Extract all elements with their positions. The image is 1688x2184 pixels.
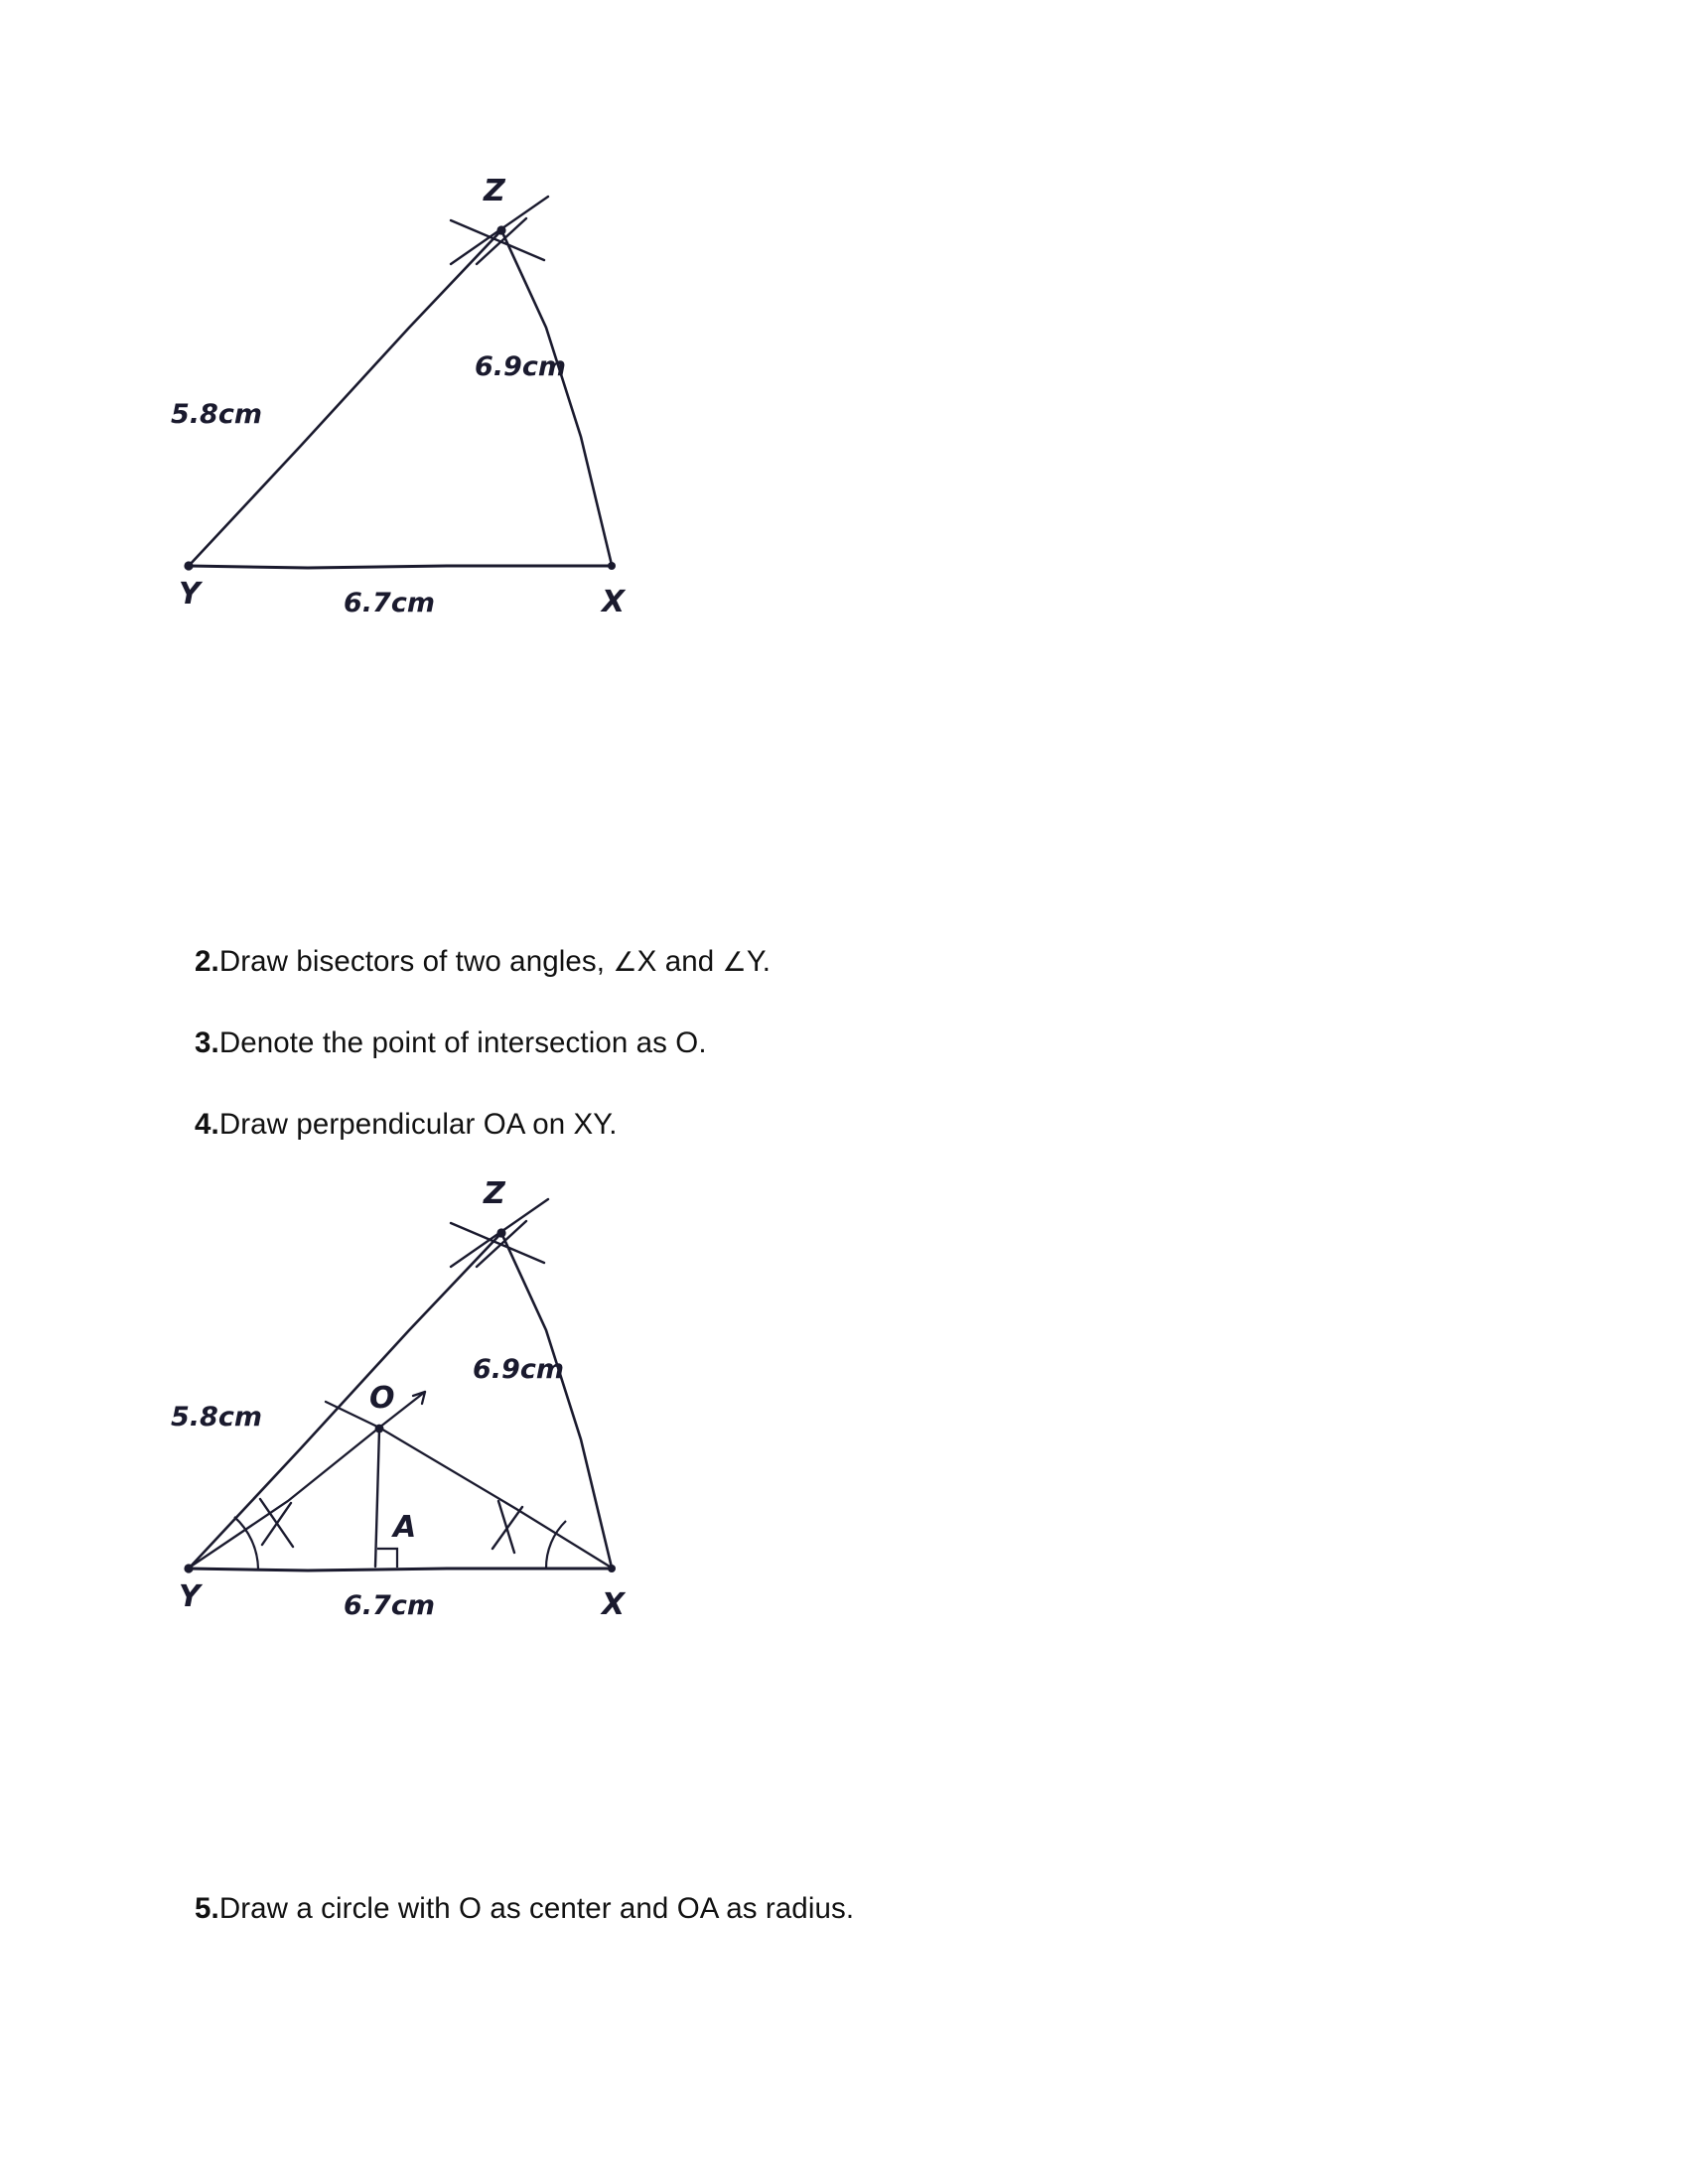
vertex-label-Y: Y xyxy=(179,1579,201,1614)
side-YZ-line xyxy=(189,230,501,566)
side-ZX-line xyxy=(501,1233,612,1568)
instruction-step-2 xyxy=(195,944,771,981)
right-angle-mark-at-A xyxy=(377,1549,397,1568)
vertex-label-Z: Z xyxy=(484,1176,505,1211)
bisector-construction-crosses xyxy=(260,1499,522,1553)
angle-symbol-x-icon: ∠ xyxy=(613,947,637,978)
measure-label-YX: 6.7cm xyxy=(344,1590,435,1621)
vertex-dot-Y xyxy=(184,561,193,570)
vertex-dot-X xyxy=(608,1565,616,1572)
vertex-label-Z: Z xyxy=(484,174,505,208)
instruction-step-5-text: Draw a circle with O as center and OA as radius. xyxy=(218,1892,855,1925)
instruction-step-5-number: 5. xyxy=(195,1892,219,1925)
arc-cross-on-bisector-X-b xyxy=(492,1507,522,1549)
perpendicular-OA xyxy=(375,1430,379,1567)
side-YX-line xyxy=(189,566,612,568)
instruction-step-3 xyxy=(195,1025,707,1062)
vertex-dot-Z xyxy=(496,1228,505,1237)
instruction-step-2-number: 2. xyxy=(195,945,219,978)
figure-2-canvas xyxy=(149,1171,1142,1866)
instruction-step-5 xyxy=(195,1891,854,1928)
point-label-O: O xyxy=(369,1381,395,1416)
arc-cross-on-bisector-X-a xyxy=(498,1501,514,1553)
figure-triangle-with-incenter xyxy=(149,1171,1142,1866)
measure-label-ZX: 6.9cm xyxy=(475,351,566,382)
point-label-A: A xyxy=(393,1510,417,1545)
bisector-X-line xyxy=(326,1402,610,1567)
instruction-step-4 xyxy=(195,1107,618,1144)
segment-OA xyxy=(375,1430,379,1567)
right-angle-square xyxy=(377,1549,397,1568)
instruction-step-3-text: Denote the point of intersection as O. xyxy=(218,1026,707,1059)
vertex-dots xyxy=(184,225,616,570)
side-YX-line xyxy=(189,1569,612,1570)
vertex-label-X: X xyxy=(602,1587,626,1622)
measure-label-ZX: 6.9cm xyxy=(473,1354,564,1385)
instruction-step-3-number: 3. xyxy=(195,1026,219,1059)
measure-label-YX: 6.7cm xyxy=(344,588,435,618)
instruction-step-4-text: Draw perpendicular OA on XY. xyxy=(218,1108,618,1141)
vertex-label-Y: Y xyxy=(179,577,201,612)
instruction-step-2-text-c: Y. xyxy=(746,945,772,978)
figure-triangle-basic xyxy=(149,169,1142,864)
figure-1-canvas xyxy=(149,169,1142,864)
vertex-dot-O xyxy=(375,1425,384,1433)
side-ZX-line xyxy=(501,230,612,565)
instruction-step-4-number: 4. xyxy=(195,1108,219,1141)
vertex-dot-Y xyxy=(184,1564,193,1572)
measure-label-YZ: 5.8cm xyxy=(171,1402,262,1433)
instruction-step-2-text-a: Draw bisectors of two angles, xyxy=(218,945,614,978)
angle-bisector-from-X xyxy=(326,1402,610,1567)
instruction-step-2-text-b: X and xyxy=(636,945,723,978)
vertex-label-X: X xyxy=(602,585,626,619)
vertex-dot-X xyxy=(608,562,616,570)
angle-symbol-y-icon: ∠ xyxy=(722,947,747,978)
measure-label-YZ: 5.8cm xyxy=(171,399,262,430)
